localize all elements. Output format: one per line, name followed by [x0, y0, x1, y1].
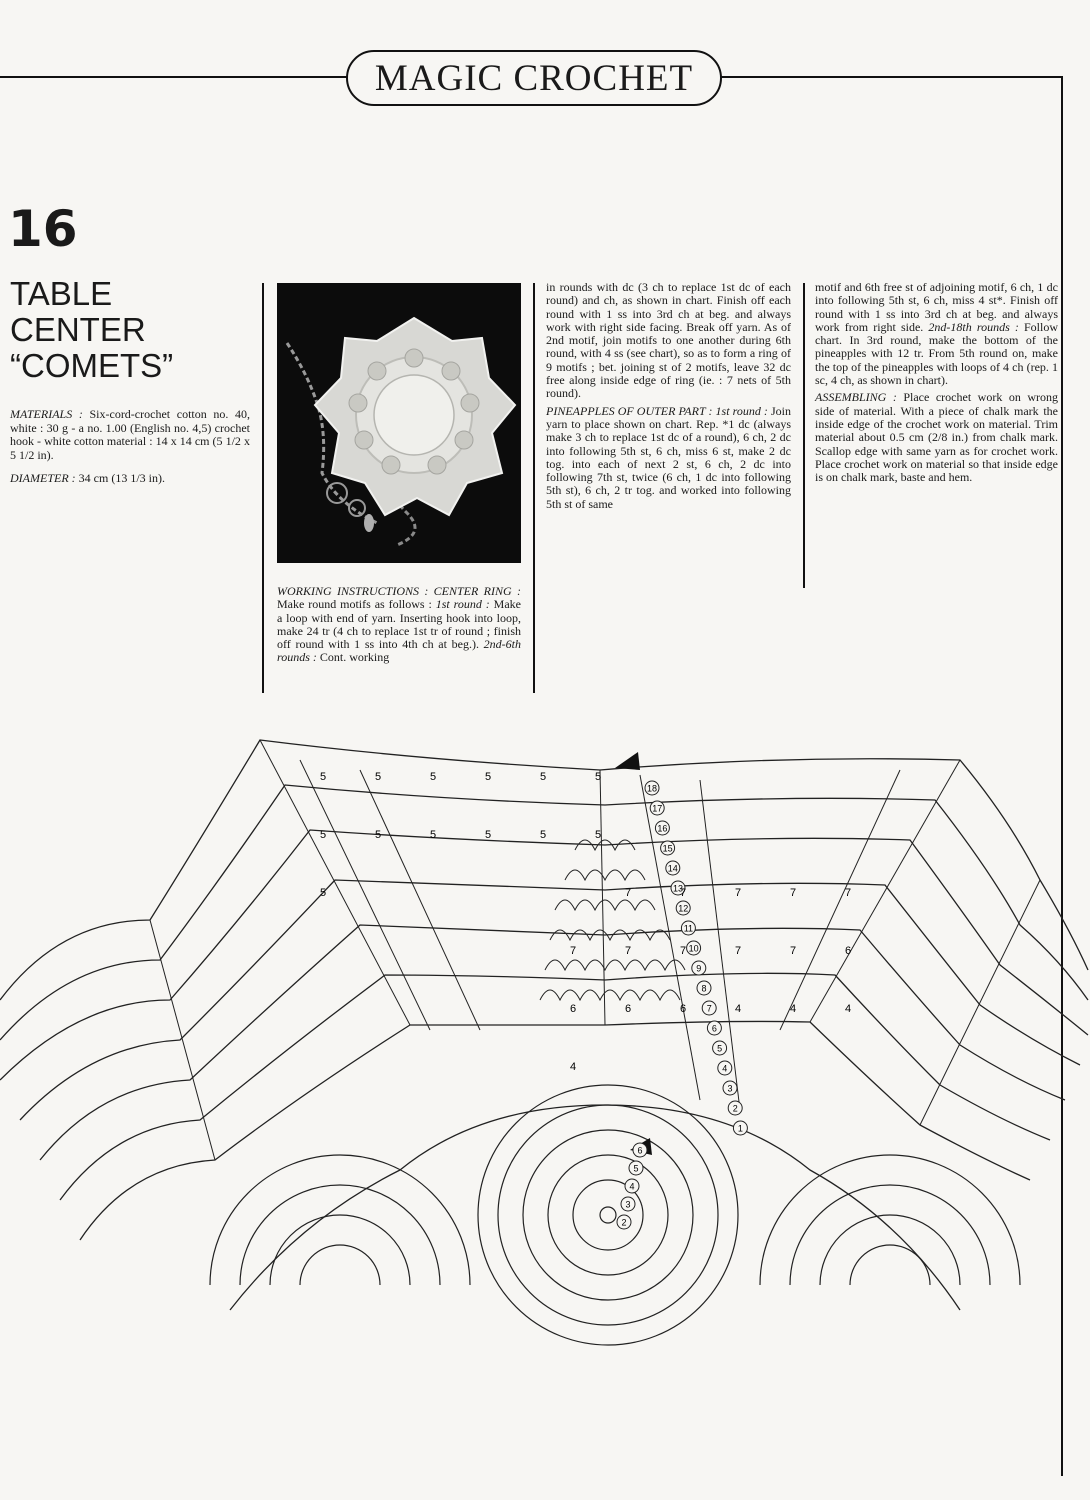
stitch-count-label: 7 [790, 945, 797, 957]
center-ring-motif [478, 1085, 738, 1345]
svg-text:7: 7 [706, 1003, 712, 1014]
assembling-paragraph [815, 391, 1058, 484]
stitch-count-label: 6 [845, 945, 852, 957]
pineapples-continued-paragraph [815, 281, 1058, 387]
round-label-12 [676, 901, 690, 915]
column-rule-3 [803, 283, 805, 588]
round-label-3 [723, 1081, 737, 1095]
stitch-count-label: 7 [625, 945, 632, 957]
stitch-count-label: 6 [680, 1003, 687, 1015]
chart-radial-ribs [150, 740, 1040, 1160]
stitch-count-label: 7 [680, 887, 687, 899]
svg-text:6: 6 [711, 1023, 717, 1034]
doily-photograph [277, 283, 521, 563]
round-label-9 [692, 961, 706, 975]
assembling-text: Place crochet work on wrong side of material. With a piece of chalk mark the inside edge of the crochet work on material. Trim material about 0.5 cm (2/8 in.) from chalk mark. Scallop edge with same yarn as for crochet work. Place crochet work on material so that inside edge is on chalk mark, baste and hem. [815, 390, 1059, 485]
stitch-count-label: 5 [595, 771, 602, 783]
pineapples-paragraph [546, 405, 791, 511]
svg-text:3: 3 [625, 1199, 631, 1210]
svg-text:5: 5 [717, 1043, 723, 1054]
magazine-header [346, 50, 722, 106]
article-title-line-3: “COMETS” [10, 347, 174, 384]
diameter-text: 34 cm (13 1/3 in). [78, 471, 165, 485]
crochet-chart [0, 700, 1090, 1490]
svg-text:6: 6 [637, 1145, 643, 1156]
diameter-label: DIAMETER : [10, 471, 76, 485]
svg-text:18: 18 [646, 783, 658, 794]
stitch-count-label: 7 [680, 945, 687, 957]
diameter-paragraph [10, 472, 250, 486]
svg-text:5: 5 [633, 1163, 639, 1174]
round-label-18 [645, 781, 659, 795]
stitch-count-label: 4 [570, 1061, 577, 1073]
round-label-7 [702, 1001, 716, 1015]
round-label-8 [697, 981, 711, 995]
stitch-count-label: 5 [595, 829, 602, 841]
magazine-title: MAGIC CROCHET [374, 57, 694, 99]
rounds-2-6-text: Cont. working [316, 650, 390, 665]
svg-text:3: 3 [727, 1083, 733, 1094]
stitch-count-label: 7 [570, 945, 577, 957]
round-label-16 [655, 821, 669, 835]
doily-photo-illustration [277, 283, 521, 563]
round1-text: Make a loop with end of yarn. Inserting hook into loop, make 24 tr (4 ch to replace 1st tr of round ; finish off round with 1 ss into 4th ch at beg.). [277, 597, 521, 652]
working-instructions-label: WORKING INSTRUCTIONS : CENTER RING : [277, 584, 521, 598]
svg-text:4: 4 [629, 1181, 635, 1192]
article-title-line-2: CENTER [10, 311, 146, 348]
svg-text:1: 1 [737, 1123, 743, 1134]
working-instructions-text: Make round motifs as follows : [277, 597, 436, 612]
column-rule-2 [533, 283, 535, 693]
svg-text:9: 9 [696, 963, 702, 974]
ring-round-label-3 [621, 1197, 635, 1211]
round1-label: 1st round : [435, 597, 490, 612]
round-label-15 [661, 841, 675, 855]
article-title [10, 276, 250, 384]
stitch-count-label: 5 [540, 771, 547, 783]
stitch-count-label: 6 [625, 1003, 632, 1015]
pineapples-text: Join yarn to place shown on chart. Rep. *1 dc (always make 3 ch to replace 1st dc of a round), 6 ch, 2 dc into following 5th st, 6 ch, miss 6 st, make 2 dc tog. into each of next 2 st, 6 ch, 2 dc into following 7th st, twice (6 ch, 1 dc into following 5th st), 6 ch, 2 tr tog. and worked into following 5th st of same [546, 403, 791, 511]
round-label-4 [718, 1061, 732, 1075]
article-number: 16 [8, 200, 78, 258]
svg-text:4: 4 [722, 1063, 728, 1074]
svg-text:15: 15 [662, 843, 673, 854]
ring-round-label-2 [617, 1215, 631, 1229]
stitch-count-label: 5 [320, 771, 327, 783]
rounds-2-6-label: 2nd-6th rounds : [277, 637, 521, 665]
round-label-17 [650, 801, 664, 815]
svg-text:8: 8 [701, 983, 707, 994]
svg-text:17: 17 [652, 803, 663, 814]
stitch-count-label: 6 [570, 1003, 577, 1015]
ring-round-label-5 [629, 1161, 643, 1175]
column-rule-1 [262, 283, 264, 693]
round-label-5 [713, 1041, 727, 1055]
specs-block [10, 408, 250, 496]
round-label-1 [733, 1121, 747, 1135]
pineapples-continued-text-a: motif and 6th free st of adjoining motif, 6 ch, 1 dc into following 5th st, 6 ch, miss 4 st*. Finish off round with 1 ss into 3rd ch at beg. and always work from right side. [815, 280, 1058, 334]
working-instructions-paragraph [277, 585, 521, 665]
stitch-count-label: 5 [485, 829, 492, 841]
stitch-count-label: 5 [485, 771, 492, 783]
materials-text: Six-cord-crochet cotton no. 40, white : 30 g - a no. 1.00 (English no. 4,5) crochet hook - white cotton material : 14 x 14 cm (5 1/2 x 5 1/2 in). [10, 407, 251, 462]
ring-round-label-6 [633, 1143, 647, 1157]
stitch-count-label: 7 [790, 887, 797, 899]
materials-label: MATERIALS : [10, 407, 83, 421]
instructions-column-3 [546, 281, 791, 515]
rounds-2-18-label: 2nd-18th rounds : [928, 319, 1019, 334]
stitch-count-label: 7 [845, 887, 852, 899]
stitch-count-label: 7 [735, 945, 742, 957]
stitch-count-label: 5 [320, 829, 327, 841]
svg-text:16: 16 [657, 823, 668, 834]
stitch-count-label: 5 [430, 771, 437, 783]
instructions-column-4 [815, 281, 1058, 488]
svg-text:2: 2 [732, 1103, 738, 1114]
stitch-count-label: 4 [790, 1003, 797, 1015]
round-label-14 [666, 861, 680, 875]
pineapples-round-label: 1st round : [712, 403, 768, 418]
round-label-2 [728, 1101, 742, 1115]
svg-text:11: 11 [683, 923, 694, 934]
round-label-11 [681, 921, 695, 935]
svg-text:14: 14 [667, 863, 678, 874]
round-label-10 [687, 941, 701, 955]
stitch-count-label: 4 [735, 1003, 742, 1015]
round-label-6 [707, 1021, 721, 1035]
pineapples-continued-text-b: Follow chart. In 3rd round, make the bottom of the pineapples with 12 tr. From 5th round on, make the top of the pineapples with loops of 4 ch (rep. 1 sc, 4 ch, as shown in chart). [815, 319, 1058, 388]
center-ring-continued-paragraph: in rounds with dc (3 ch to replace 1st dc of each round) and ch, as shown in chart. Finish off each round with 1 ss into 3rd ch at beg. and always work with right side facing. Break off yarn. As of 2nd motif, join motifs to one another during 6th round, with 4 ss (see chart), so as to form a ring of 9 motifs ; bet. joining st of 2 motifs, leave 32 dc free along inside edge of ring (ie. : 7 nets of 5th round). [546, 280, 791, 401]
ring-round-label-4 [625, 1179, 639, 1193]
side-ring-motifs [210, 1155, 1020, 1285]
svg-text:12: 12 [678, 903, 689, 914]
stitch-count-labels [320, 771, 851, 1073]
stitch-count-label: 5 [375, 771, 382, 783]
pineapples-label: PINEAPPLES OF OUTER PART : [546, 403, 713, 418]
article-title-line-1: TABLE [10, 275, 113, 312]
materials-paragraph [10, 408, 250, 462]
svg-text:13: 13 [672, 883, 684, 894]
stitch-count-label: 5 [320, 887, 327, 899]
start-arrow-outer [615, 752, 640, 770]
assembling-label: ASSEMBLING : [815, 390, 897, 405]
stitch-count-label: 5 [375, 829, 382, 841]
stitch-count-label: 5 [540, 829, 547, 841]
stitch-count-label: 7 [735, 887, 742, 899]
stitch-count-label: 7 [625, 887, 632, 899]
svg-text:2: 2 [621, 1217, 627, 1228]
stitch-count-label: 4 [845, 1003, 852, 1015]
instructions-column-2 [277, 585, 521, 669]
svg-text:10: 10 [688, 943, 699, 954]
stitch-count-label: 5 [430, 829, 437, 841]
